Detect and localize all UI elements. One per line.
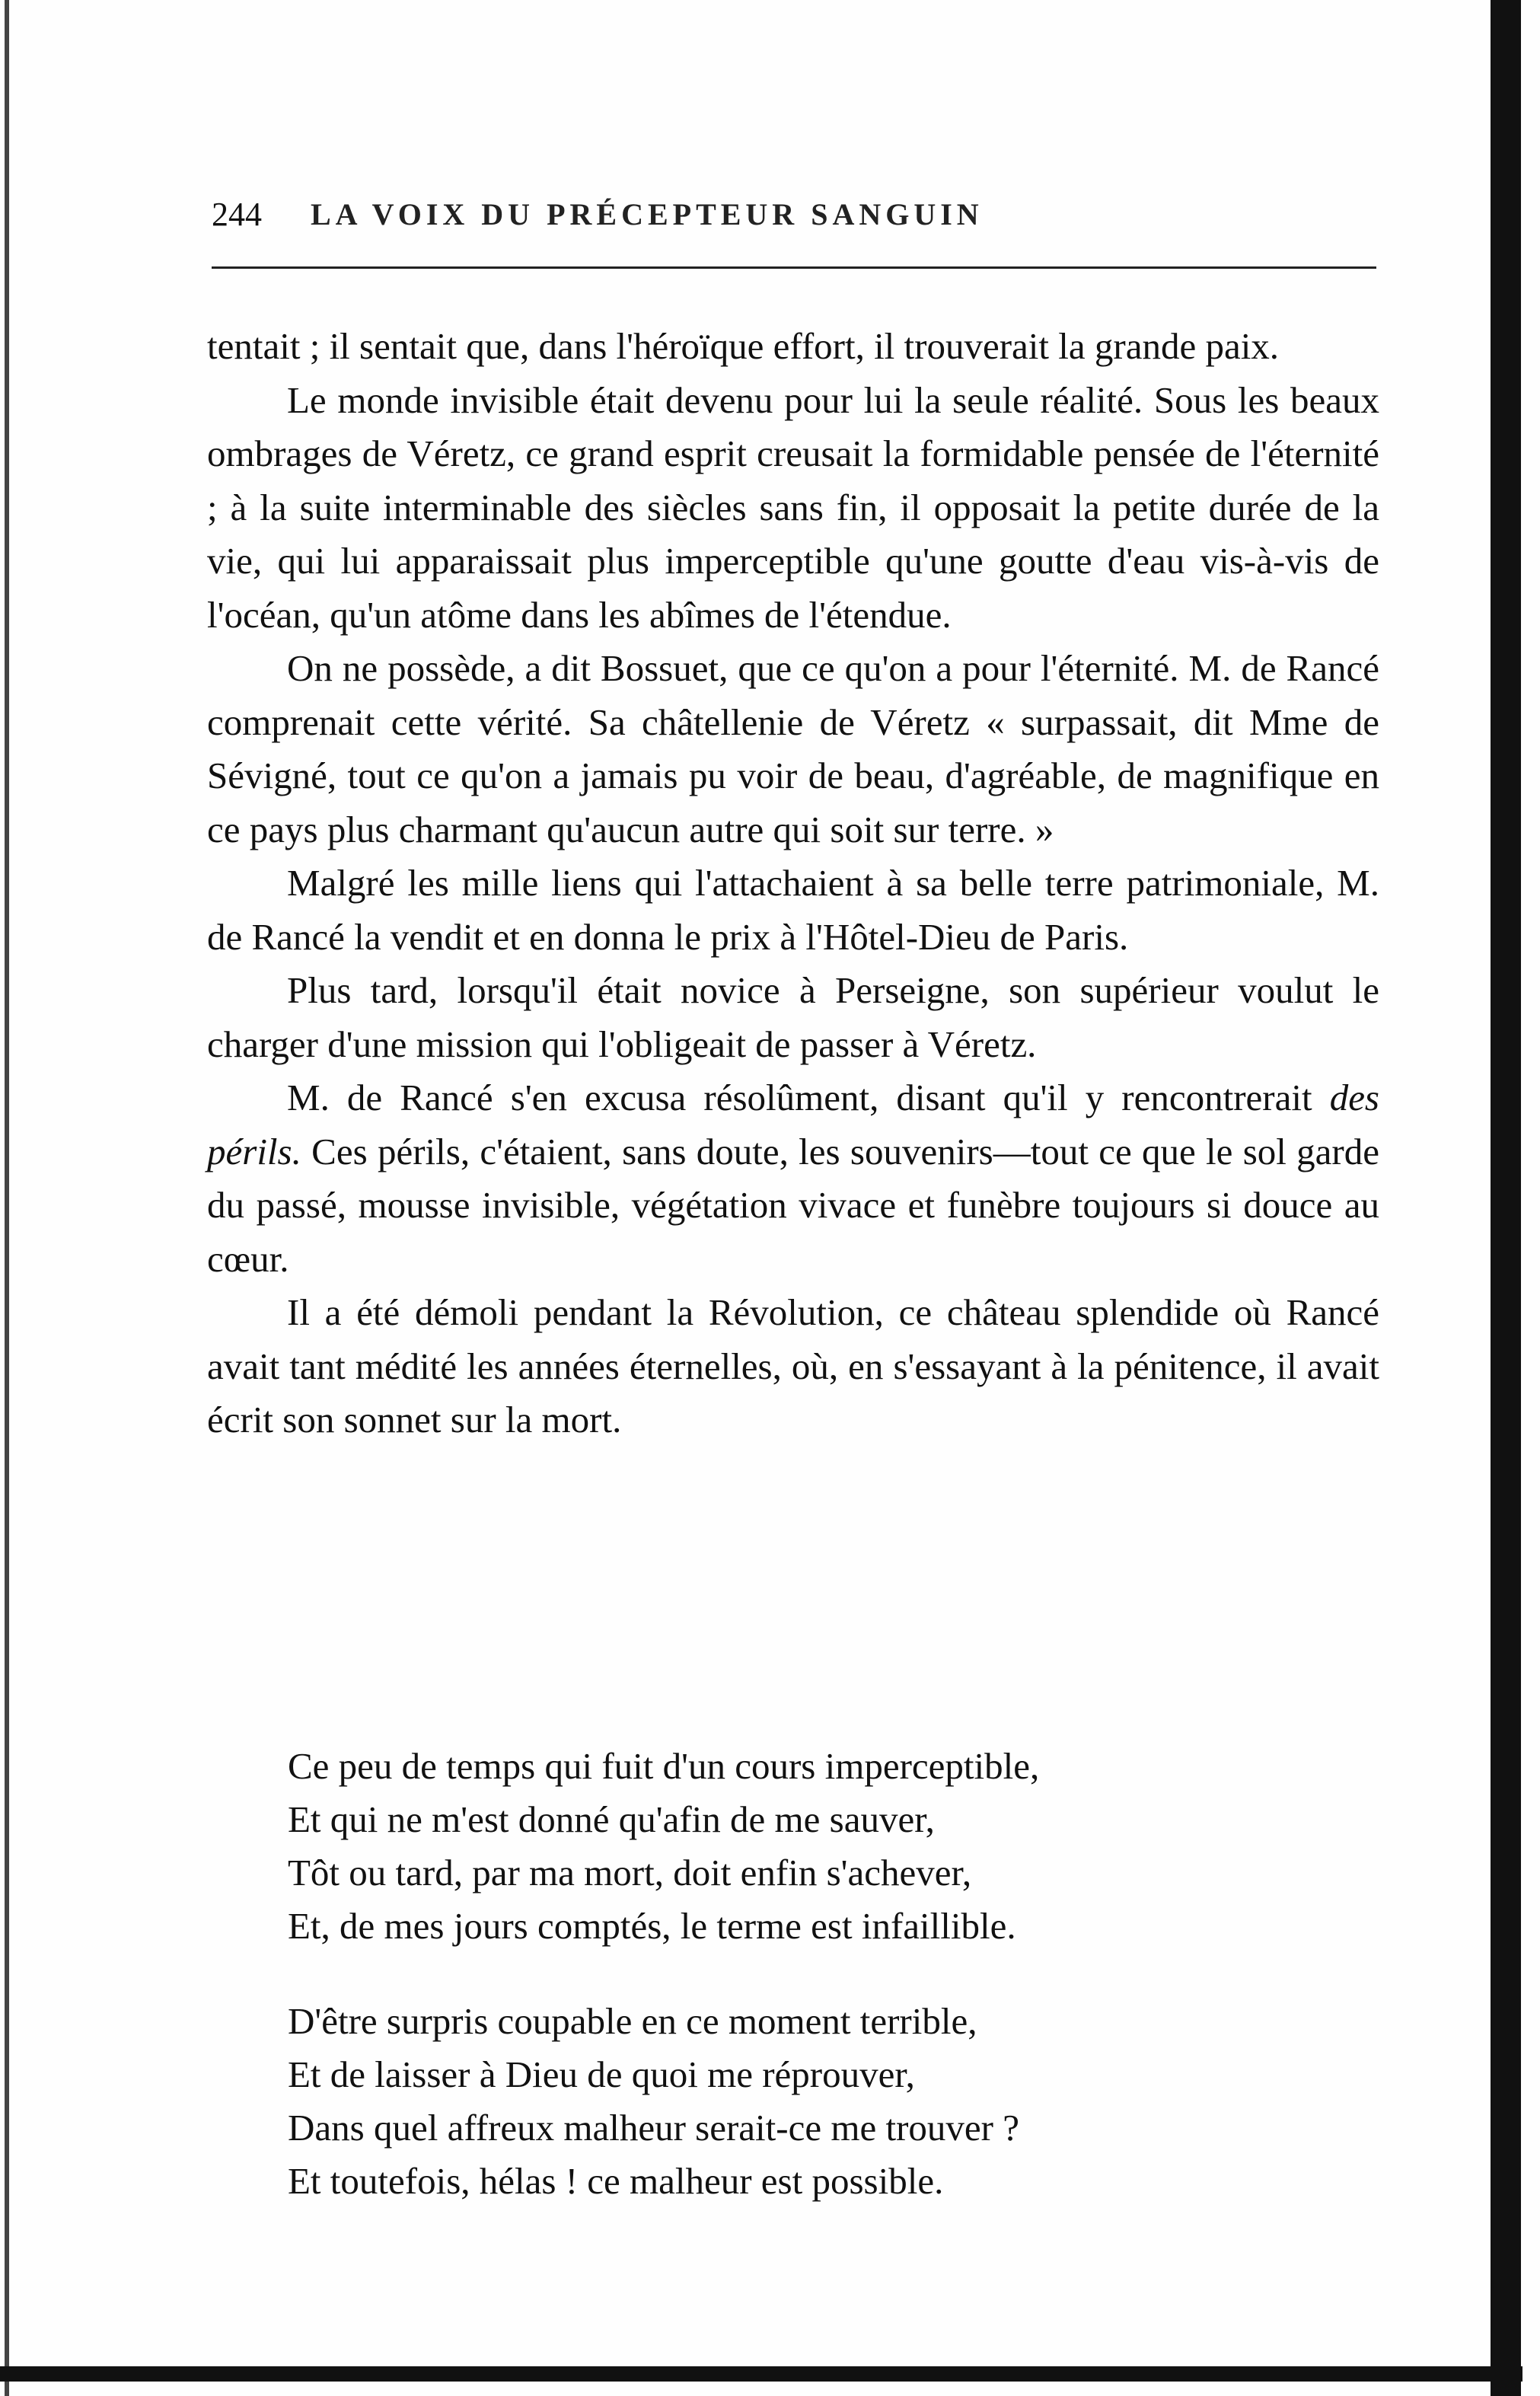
poem-line: Tôt ou tard, par ma mort, doit enfin s'achever, (288, 1852, 972, 1894)
poem-line: Et, de mes jours comptés, le terme est infaillible. (288, 1905, 1016, 1947)
poem-line: Et toutefois, hélas ! ce malheur est possible. (288, 2160, 944, 2202)
poem-stanza (288, 1740, 1369, 1953)
page-header (212, 190, 1369, 244)
paragraph: Plus tard, lorsqu'il était novice à Perseigne, son supérieur voulut le charger d'une mission qui l'obligeait de passer à Véretz. (207, 969, 1379, 1065)
paragraph: tentait ; il sentait que, dans l'héroïque effort, il trouverait la grande paix. (207, 325, 1280, 367)
poem-line: Dans quel affreux malheur serait-ce me trouver ? (288, 2107, 1019, 2149)
italic-phrase: des périls. (207, 1077, 1380, 1172)
paragraph: On ne possède, a dit Bossuet, que ce qu'on a pour l'éternité. M. de Rancé comprenait cette vérité. Sa châtellenie de Véretz « surpassait, dit Mme de Sévigné, tout ce qu'on a jamais pu voir de beau, d'agréable, de magnifique en ce pays plus charmant qu'aucun autre qui soit sur terre. » (207, 647, 1379, 850)
page-number: 244 (212, 196, 262, 233)
paragraph: Le monde invisible était devenu pour lui la seule réalité. Sous les beaux ombrages de Véretz, ce grand esprit creusait la formidable pensée de l'éternité ; à la suite interminable des siècles sans fin, il opposait la petite durée de la vie, qui lui apparaissait plus imperceptible qu'une goutte d'eau vis-à-vis de l'océan, qu'un atôme dans les abîmes de l'étendue. (207, 378, 1379, 636)
running-title: LA VOIX DU PRÉCEPTEUR SANGUIN (311, 197, 984, 231)
header-rule (212, 266, 1376, 269)
body-text (207, 320, 1379, 1447)
scan-edge-left (5, 0, 9, 2396)
paragraph-text: M. de Rancé s'en excusa résolûment, disant qu'il y rencontrerait (287, 1077, 1312, 1118)
paragraph (207, 1071, 1379, 1286)
scan-edge-right (1491, 0, 1521, 2396)
poem-line: Ce peu de temps qui fuit d'un cours imperceptible, (288, 1745, 1040, 1787)
paragraph: Malgré les mille liens qui l'attachaient à sa belle terre patrimoniale, M. de Rancé la vendit et en donna le prix à l'Hôtel-Dieu de Paris. (207, 862, 1379, 958)
poem-line: Et qui ne m'est donné qu'afin de me sauver, (288, 1798, 935, 1840)
paragraph: Il a été démoli pendant la Révolution, ce château splendide où Rancé avait tant médité les années éternelles, où, en s'essayant à la pénitence, il avait écrit son sonnet sur la mort. (207, 1291, 1379, 1440)
poem-stanza (288, 1995, 1369, 2208)
poem-line: Et de laisser à Dieu de quoi me réprouver, (288, 2053, 915, 2095)
paragraph-text: Ces périls, c'étaient, sans doute, les souvenirs—tout ce que le sol garde du passé, mousse invisible, végétation vivace et funèbre toujours si douce au cœur. (207, 1130, 1380, 1280)
scan-edge-bottom (0, 2366, 1522, 2382)
poem-line: D'être surpris coupable en ce moment terrible, (288, 2000, 977, 2042)
